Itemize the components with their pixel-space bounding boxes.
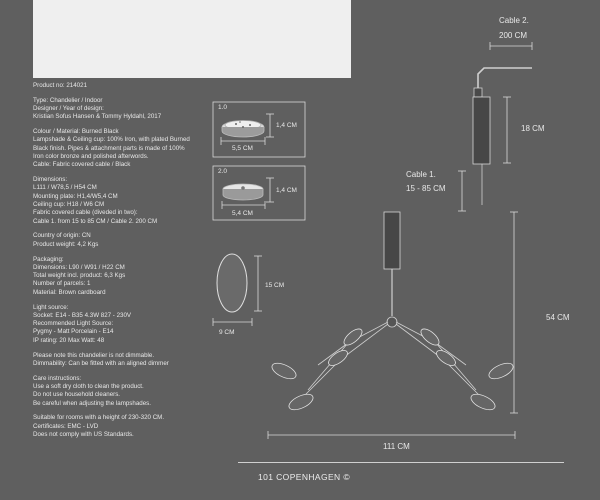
spec-line: Black finish. Pipes & attachment parts is made of 100% <box>33 144 185 152</box>
spec-line: IP rating: 20 Max Watt: 48 <box>33 336 105 344</box>
plate-1-height-label: 1,4 CM <box>276 122 297 129</box>
spec-line: Number of parcels: 1 <box>33 280 91 288</box>
cable-2-label: Cable 2. <box>499 16 529 25</box>
spec-line: Dimensions: <box>33 176 68 184</box>
spec-line: Dimmability: Can be fitted with an aligned dimmer <box>33 359 169 367</box>
spec-line: Does not comply with US Standards. <box>33 430 134 438</box>
brand-footer: 101 COPENHAGEN © <box>258 472 351 482</box>
spec-line: Suitable for rooms with a height of 230-320 CM. <box>33 414 165 422</box>
spec-line: Product weight: 4,2 Kgs <box>33 240 99 248</box>
spec-line: Total weight incl. product: 6,3 Kgs <box>33 272 126 280</box>
shade-width-label: 9 CM <box>219 329 235 336</box>
chandelier-drawing <box>270 212 516 413</box>
spec-line: Fabric covered cable (diveded in two): <box>33 209 138 217</box>
spec-line: Iron color bronze and polished afterwords. <box>33 153 149 161</box>
spec-line: Please note this chandelier is not dimmable. <box>33 351 155 359</box>
spec-line: Light source: <box>33 303 69 311</box>
plate-2-height-label: 1,4 CM <box>276 187 297 194</box>
overall-height-label: 54 CM <box>546 313 570 322</box>
footer-divider <box>238 462 564 463</box>
mounting-plate-1-drawing <box>222 121 264 138</box>
spec-line: Cable 1. from 15 to 85 CM / Cable 2. 200 CM <box>33 217 158 225</box>
overall-width-label: 111 CM <box>383 442 410 451</box>
spec-line: Recommended Light Source: <box>33 320 114 328</box>
spec-line: Care instructions: <box>33 374 82 382</box>
plate-2-width-label: 5,4 CM <box>232 210 253 217</box>
cable-1-length: 15 - 85 CM <box>406 184 446 193</box>
spec-line: Pygmy - Matt Porcelain - E14 <box>33 328 114 336</box>
cable-2-length: 200 CM <box>499 31 528 40</box>
mounting-plate-2-drawing <box>223 184 263 200</box>
spec-line: Mounting plate: H1,4/W5,4 CM <box>33 192 118 200</box>
spec-line: Do not use household cleaners. <box>33 391 121 399</box>
cup-height-label: 18 CM <box>521 124 545 133</box>
plate-1-width-label: 5,5 CM <box>232 145 253 152</box>
plate-1-number: 1.0 <box>218 104 228 111</box>
shade-height-label: 15 CM <box>265 282 285 289</box>
spec-line: Colour / Material: Burned Black <box>33 128 119 136</box>
product-number: Product no: 214021 <box>33 82 88 89</box>
cable-1-label: Cable 1. <box>406 170 436 179</box>
designer-line: Kristian Sofus Hansen & Tommy Hyldahl, 2017 <box>33 113 162 121</box>
spec-line: Use a soft dry cloth to clean the product. <box>33 382 144 390</box>
spec-line: Socket: E14 - B35 4.3W 827 - 230V <box>33 311 132 319</box>
spec-line: Packaging: <box>33 255 64 263</box>
spec-line: Material: Brown cardboard <box>33 288 106 296</box>
spec-line: Country of origin: CN <box>33 232 91 240</box>
spec-line: Be careful when adjusting the lampshades. <box>33 399 151 407</box>
spec-line: L111 / W78,5 / H54 CM <box>33 184 97 192</box>
designer-heading: Designer / Year of design: <box>33 105 104 113</box>
spec-line: Cable: Fabric covered cable / Black <box>33 161 131 169</box>
spec-line: Dimensions: L90 / W91 / H22 CM <box>33 263 125 271</box>
ceiling-cup-drawing <box>473 68 532 205</box>
plate-2-number: 2.0 <box>218 168 228 175</box>
spec-line: Certificates: EMC - LVD <box>33 422 99 430</box>
spec-line: Lampshade & Ceiling cup: 100% Iron, with plated Burned <box>33 136 190 144</box>
spec-line: Ceiling cup: H18 / W6 CM <box>33 201 105 209</box>
type-line: Type: Chandelier / Indoor <box>33 96 103 104</box>
lampshade-drawing <box>217 254 247 312</box>
